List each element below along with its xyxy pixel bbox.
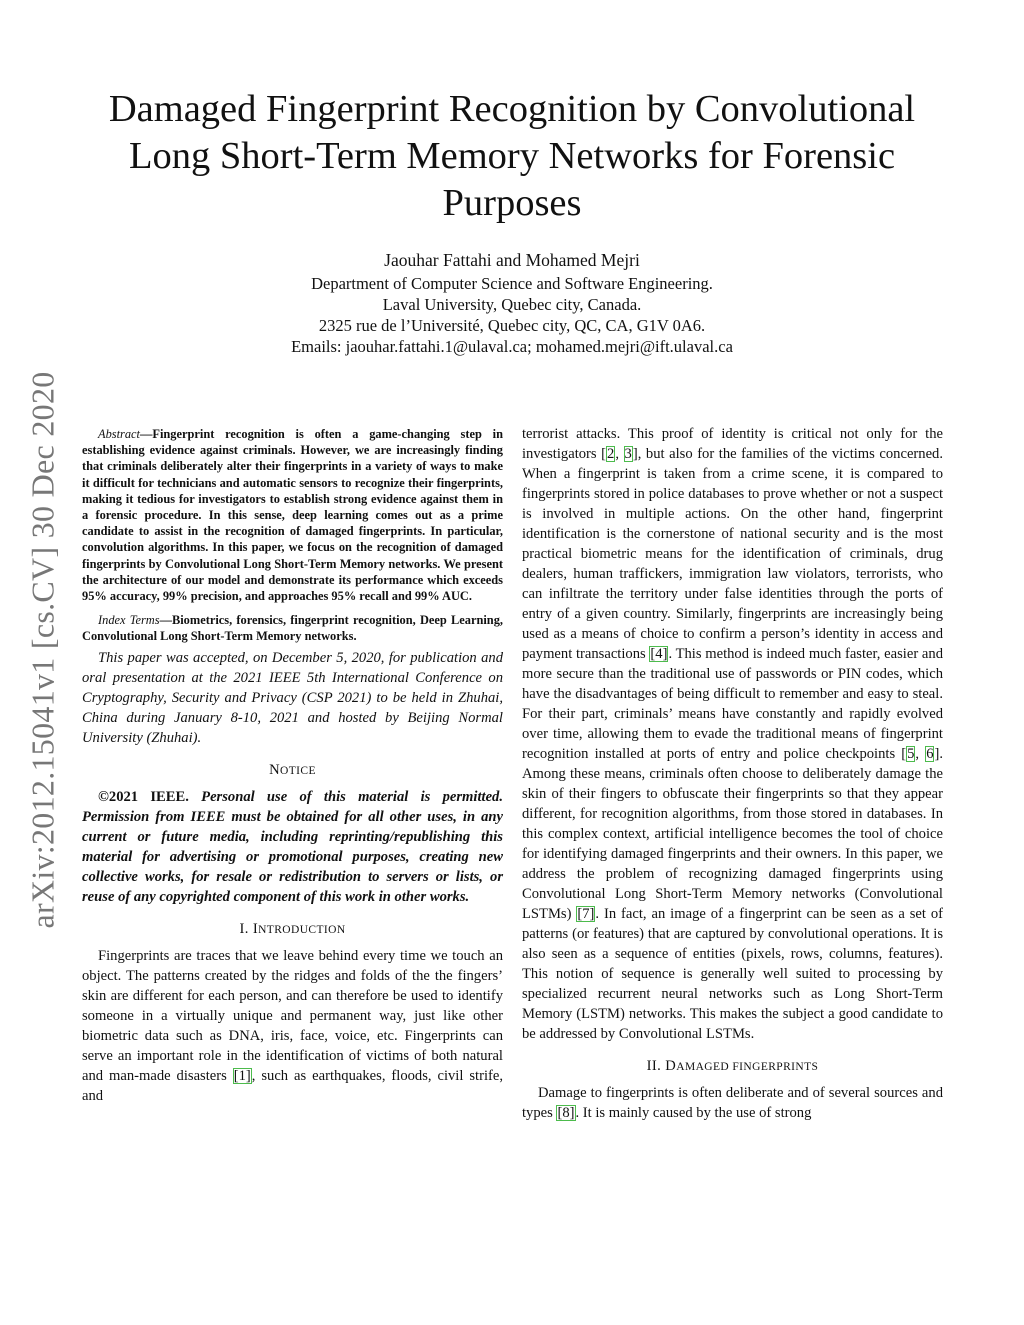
abstract	[82, 426, 503, 604]
section-heading-rest: NTRODUCTION	[258, 923, 346, 936]
section-heading-initial: I	[252, 920, 259, 937]
notice-heading-initial: N	[269, 761, 281, 778]
index-terms	[82, 612, 503, 644]
body-text: terrorist attacks. This proof of identity is critical not only for the investigators [	[522, 426, 943, 462]
right-column	[522, 424, 943, 1123]
body-text: Damage to fingerprints is often deliberate and of several sources and types	[522, 1085, 943, 1121]
body-text: . This method is indeed much faster, easier and more secure than the traditional use of passwords or PIN codes, which have the disadvantages of being difficult to remember and easy to steal. For their part, criminals’ means have constantly and rapidly evolved over time, allowing them to evade the traditional means of fingerprint recognition installed at ports of entry and police checkpoints [	[522, 646, 943, 762]
citation-link[interactable]: [8]	[557, 1105, 575, 1121]
intro-paragraph	[82, 946, 503, 1106]
body-paragraph	[522, 1083, 943, 1123]
body-text: . In fact, an image of a fingerprint can be seen as a set of patterns (or features) that are captured by convolutional operations. It is also seen as a sequence of entities (pixels, rows, columns, features). This notion of sequence is generally well suited to processing by specialized recurrent neural networks such as Long Short-Term Memory (LSTM) networks. This makes the subject a good candidate to be addressed by Convolutional LSTMs.	[522, 906, 944, 1042]
section-heading-introduction	[82, 919, 503, 940]
intro-text-continued: , such as earthquakes, floods, civil strife, and	[82, 1067, 503, 1104]
citation-link[interactable]: 3	[624, 446, 632, 462]
citation-link[interactable]: [4]	[650, 646, 668, 662]
section-heading-rest: AMAGED FINGERPRINTS	[676, 1061, 819, 1073]
citation-link[interactable]: 6	[926, 746, 934, 762]
title-line: Purposes	[442, 182, 582, 224]
copyright-lead: ©2021 IEEE.	[98, 788, 189, 805]
acceptance-note: This paper was accepted, on December 5, 2020, for publication and oral presentation at the 2021 IEEE 5th International Conference on Cryptography, Security and Privacy (CSP 2021) to be held in Zhuhai, China during January 8-10, 2021 and hosted by Beijing Normal University (Zhuhai).	[82, 649, 503, 746]
affiliation-line: Laval University, Quebec city, Canada.	[382, 295, 642, 314]
body-paragraph	[522, 424, 943, 1044]
index-terms-text: —Biometrics, forensics, fingerprint recognition, Deep Learning, Convolutional Long Short-Term Memory networks.	[82, 613, 503, 644]
citation-link[interactable]: 5	[907, 746, 915, 762]
paper-title	[0, 86, 1024, 227]
index-terms-label: Index Terms	[98, 613, 160, 628]
body-text: ], but also for the families of the victims concerned. When a fingerprint is taken from a crime scene, it is compared to fingerprints stored in police databases to prove whether or not a suspect is involved in multiple actions. On the other hand, fingerprint identification is the cornerstone of national security and is the most practical biometric means for the identification of criminals, drug dealers, human traffickers, immigration law violators, terrorists, who can infiltrate the territory under false identities through the ports of entry of a given country. Similarly, fingerprints are increasingly being used as a means of choice to confirm a person’s identity in access and payment transactions	[522, 446, 944, 662]
copyright-notice	[82, 787, 503, 907]
arxiv-identifier: arXiv:2012.15041v1 [cs.CV] 30 Dec 2020	[24, 371, 61, 929]
body-text: ]. Among these means, criminals often choose to deliberately damage the skin of their fingers to obfuscate their fingerprints so that they appear different, for recognition algorithms, from those stored in databases. In this complex context, artificial intelligence becomes the tool of choice for identifying damaged fingerprints and their owners. In this paper, we address the problem of recognizing damaged fingerprints using Convolutional Long Short-Term Memory networks (Convolutional LSTMs)	[522, 746, 943, 922]
body-text: . It is mainly caused by the use of strong	[575, 1105, 812, 1121]
notice-heading	[82, 760, 503, 781]
section-number: II.	[646, 1058, 666, 1074]
notice-heading-rest: OTICE	[280, 764, 316, 777]
title-line: Damaged Fingerprint Recognition by Convolutional	[108, 88, 916, 130]
intro-text: Fingerprints are traces that we leave behind every time we touch an object. The patterns created by the ridges and folds of the the fingers’ skin are different for each person, and can therefore be used to identify someone in a virtually unique and permanent way, just like other biometric data such as DNA, iris, face, voice, etc. Fingerprints can serve an important role in the identification of victims of both natural and man-made disasters	[82, 947, 503, 1084]
copyright-text: Personal use of this material is permitted. Permission from IEEE must be obtained for all other uses, in any current or future media, including reprinting/republishing this material for advertising or promotional purposes, creating new collective works, for resale or redistribution to servers or lists, or reuse of any copyrighted component of this work in other works.	[82, 788, 503, 905]
abstract-label: Abstract	[98, 427, 140, 441]
abstract-text: —Fingerprint recognition is often a game-changing step in establishing evidence against criminals. However, we are increasingly finding that criminals deliberately alter their fingerprints in a variety of ways to make it difficult for technicians and automatic sensors to recognize their fingerprints, making it tedious for investigators to establish strong evidence against them in a forensic procedure. In this sense, deep learning comes out as a prime candidate to assist in the recognition of damaged fingerprints. In particular, convolution algorithms. In this paper, we focus on the recognition of damaged fingerprints by Convolutional Long Short-Term Memory networks. We present the architecture of our model and demonstrate its performance which exceeds 95% accuracy, 99% precision, and approaches 95% recall and 99% AUC.	[82, 427, 503, 604]
citation-separator: ,	[915, 746, 926, 762]
arxiv-sidebar	[16, 350, 70, 950]
citation-link[interactable]: [7]	[577, 906, 595, 922]
email-line: Emails: jaouhar.fattahi.1@ulaval.ca; mohamed.mejri@ift.ulaval.ca	[291, 337, 733, 356]
author-block	[0, 250, 1024, 357]
section-number: I.	[239, 920, 253, 937]
citation-link[interactable]: [1]	[233, 1067, 251, 1084]
citation-link[interactable]: 2	[607, 446, 615, 462]
author-names: Jaouhar Fattahi and Mohamed Mejri	[384, 250, 640, 270]
left-column	[82, 426, 503, 1106]
section-heading-initial: D	[665, 1058, 677, 1074]
title-line: Long Short-Term Memory Networks for Forensic	[128, 135, 896, 177]
section-heading-damaged-fingerprints	[522, 1056, 943, 1077]
affiliation-line: Department of Computer Science and Software Engineering.	[311, 274, 713, 293]
citation-separator: ,	[615, 446, 624, 462]
affiliation-line: 2325 rue de l’Université, Quebec city, QC, CA, G1V 0A6.	[318, 316, 706, 335]
